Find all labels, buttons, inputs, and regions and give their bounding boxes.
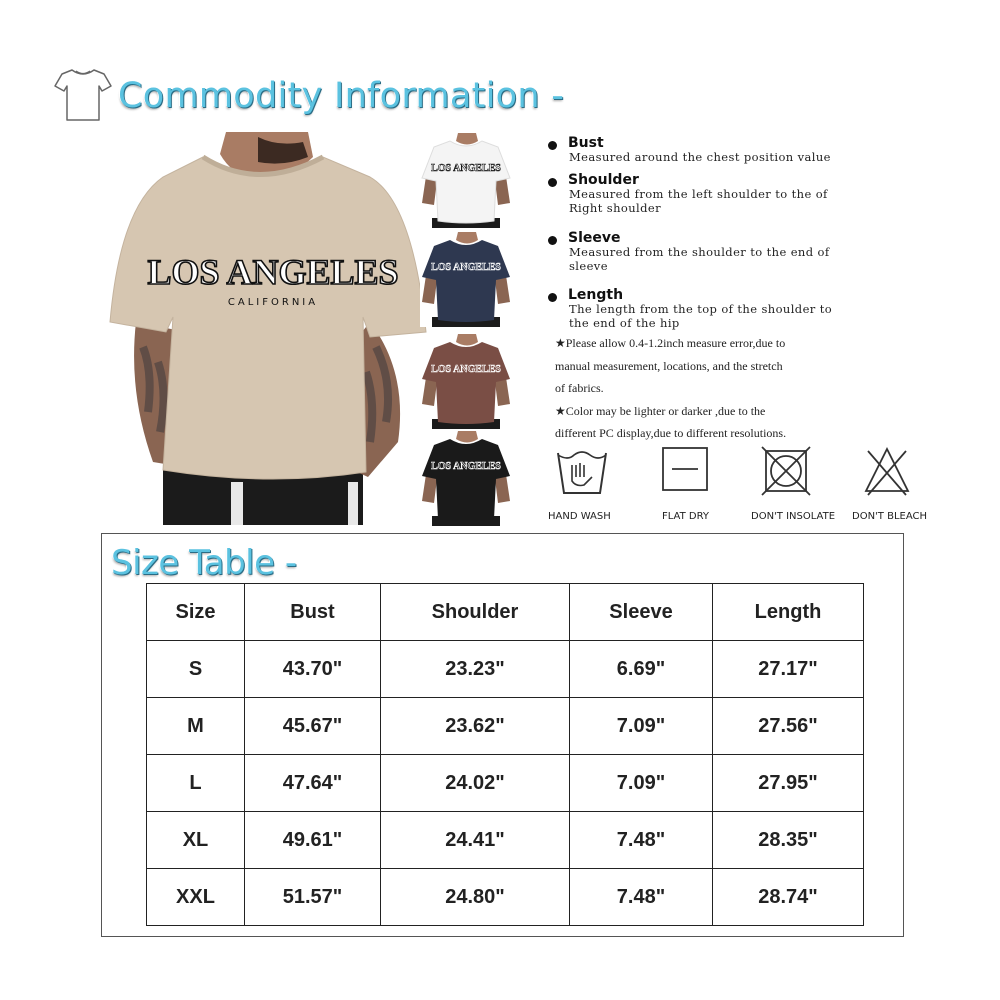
table-cell: 7.48" [570,869,713,926]
product-main-photo [108,132,430,525]
table-cell: 7.09" [570,755,713,812]
column-header: Bust [245,584,381,641]
svg-text:LOS ANGELES: LOS ANGELES [431,364,501,375]
product-print-main: LOS ANGELES [147,252,399,292]
table-cell: 45.67" [245,698,381,755]
table-cell: 24.41" [381,812,570,869]
table-cell: 23.23" [381,641,570,698]
color-thumb-white[interactable] [420,133,512,228]
size-table-title: Size Table - [111,543,297,583]
column-header: Sleeve [570,584,713,641]
notes [555,332,786,445]
measure-desc: Measured around the chest position value [569,150,831,164]
table-cell: S [147,641,245,698]
care-label: DON'T INSOLATE [751,511,836,522]
measure-desc: Measured from the shoulder to the end of sleeve [569,245,830,273]
color-thumb-black[interactable] [420,431,512,526]
bullet-icon [548,236,557,245]
measure-title: Length [568,287,624,303]
care-label: FLAT DRY [662,511,710,522]
column-header: Shoulder [381,584,570,641]
flat-dry-icon [660,443,710,493]
measure-desc: The length from the top of the shoulder to the end of the hip [569,302,833,330]
column-header: Size [147,584,245,641]
measure-desc: Measured from the left shoulder to the of Right shoulder [569,187,828,215]
care-label: DON'T BLEACH [852,511,928,522]
table-row [147,755,864,812]
do-not-tumble-dry-icon [758,443,814,499]
product-print-sub: CALIFORNIA [227,297,319,308]
hand-wash-icon [550,443,614,503]
measure-title: Bust [568,135,604,151]
note-line: different PC display,due to different resolutions. [555,426,787,440]
table-row [147,869,864,926]
column-header: Length [713,584,864,641]
tshirt-outline-icon [52,64,114,124]
measure-title: Shoulder [568,172,639,188]
measure-title: Sleeve [568,230,621,246]
table-cell: XXL [147,869,245,926]
bullet-icon [548,178,557,187]
size-table [146,583,864,926]
page-title: Commodity Information - [118,76,565,116]
table-row [147,812,864,869]
note-line: of fabrics. [555,381,604,395]
table-cell: 47.64" [245,755,381,812]
table-cell: 49.61" [245,812,381,869]
table-cell: 27.17" [713,641,864,698]
note-line: manual measurement, locations, and the stretch [555,358,783,373]
svg-text:LOS ANGELES: LOS ANGELES [431,461,501,472]
bullet-icon [548,293,557,302]
table-cell: L [147,755,245,812]
table-header-row [147,584,864,641]
table-cell: 24.02" [381,755,570,812]
table-cell: 23.62" [381,698,570,755]
table-cell: 27.95" [713,755,864,812]
table-cell: 7.09" [570,698,713,755]
color-thumb-navy[interactable] [420,232,512,327]
care-label: HAND WASH [548,511,611,522]
svg-text:LOS ANGELES: LOS ANGELES [431,262,501,273]
do-not-bleach-icon [862,443,912,499]
table-cell: 24.80" [381,869,570,926]
table-row [147,698,864,755]
svg-text:LOS ANGELES: LOS ANGELES [431,163,501,174]
note-line: ★Please allow 0.4-1.2inch measure error,due to [555,336,786,350]
color-thumb-brown[interactable] [420,334,512,429]
table-cell: 28.74" [713,869,864,926]
table-cell: 28.35" [713,812,864,869]
table-cell: 43.70" [245,641,381,698]
bullet-icon [548,141,557,150]
note-line: ★Color may be lighter or darker ,due to the [555,403,766,418]
table-cell: 7.48" [570,812,713,869]
table-cell: 6.69" [570,641,713,698]
table-cell: 27.56" [713,698,864,755]
table-row [147,641,864,698]
table-cell: XL [147,812,245,869]
table-cell: M [147,698,245,755]
table-cell: 51.57" [245,869,381,926]
